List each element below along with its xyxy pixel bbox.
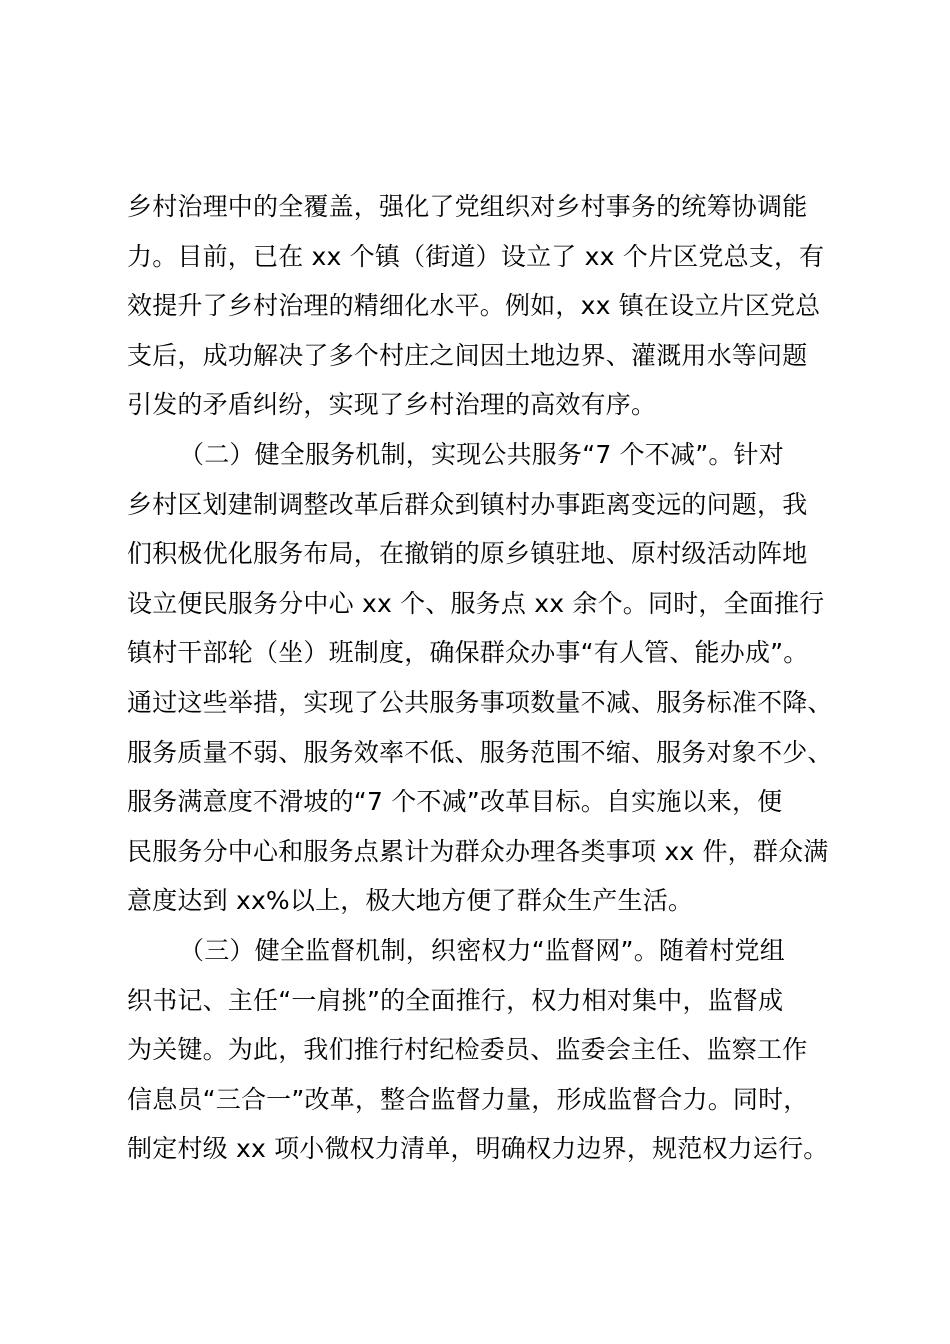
text-line: 服务质量不弱、服务效率不低、服务范围不缩、服务对象不少、 bbox=[127, 737, 833, 767]
text-line: 服务满意度不滑坡的“7 个不减”改革目标。自实施以来，便 bbox=[127, 787, 783, 817]
text-line: 意度达到 xx%以上，极大地方便了群众生产生活。 bbox=[127, 886, 694, 916]
text-line: 引发的矛盾纠纷，实现了乡村治理的高效有序。 bbox=[127, 390, 657, 420]
text-line: 通过这些举措，实现了公共服务事项数量不减、服务标准不降、 bbox=[127, 687, 833, 717]
text-line: 民服务分中心和服务点累计为群众办理各类事项 xx 件，群众满 bbox=[127, 836, 829, 866]
text-line: 效提升了乡村治理的精细化水平。例如，xx 镇在设立片区党总 bbox=[127, 291, 821, 321]
paragraph-heading-line: （二）健全服务机制，实现公共服务“7 个不减”。针对 bbox=[179, 439, 784, 469]
text-line: 制定村级 xx 项小微权力清单，明确权力边界，规范权力运行。 bbox=[127, 1134, 829, 1164]
text-line: 们积极优化服务布局，在撤销的原乡镇驻地、原村级活动阵地 bbox=[127, 539, 808, 569]
text-line: 乡村治理中的全覆盖，强化了党组织对乡村事务的统筹协调能 bbox=[127, 192, 808, 221]
text-line: 乡村区划建制调整改革后群众到镇村办事距离变远的问题，我 bbox=[127, 489, 808, 519]
text-line: 信息员“三合一”改革，整合监督力量，形成监督合力。同时， bbox=[127, 1084, 809, 1114]
text-line: 镇村干部轮（坐）班制度，确保群众办事“有人管、能办成”。 bbox=[127, 638, 809, 668]
text-line: 力。目前，已在 xx 个镇（街道）设立了 xx 个片区党总支，有 bbox=[127, 241, 825, 271]
text-line: 织书记、主任“一肩挑”的全面推行，权力相对集中，监督成 bbox=[127, 985, 784, 1015]
paragraph-heading-line: （三）健全监督机制，织密权力“监督网”。随着村党组 bbox=[179, 935, 785, 965]
text-line: 设立便民服务分中心 xx 个、服务点 xx 余个。同时，全面推行 bbox=[127, 588, 825, 618]
document-body bbox=[127, 182, 847, 1174]
text-line: 为关键。为此，我们推行村纪检委员、监委会主任、监察工作 bbox=[127, 1035, 808, 1065]
text-line: 支后，成功解决了多个村庄之间因土地边界、灌溉用水等问题 bbox=[127, 340, 808, 370]
